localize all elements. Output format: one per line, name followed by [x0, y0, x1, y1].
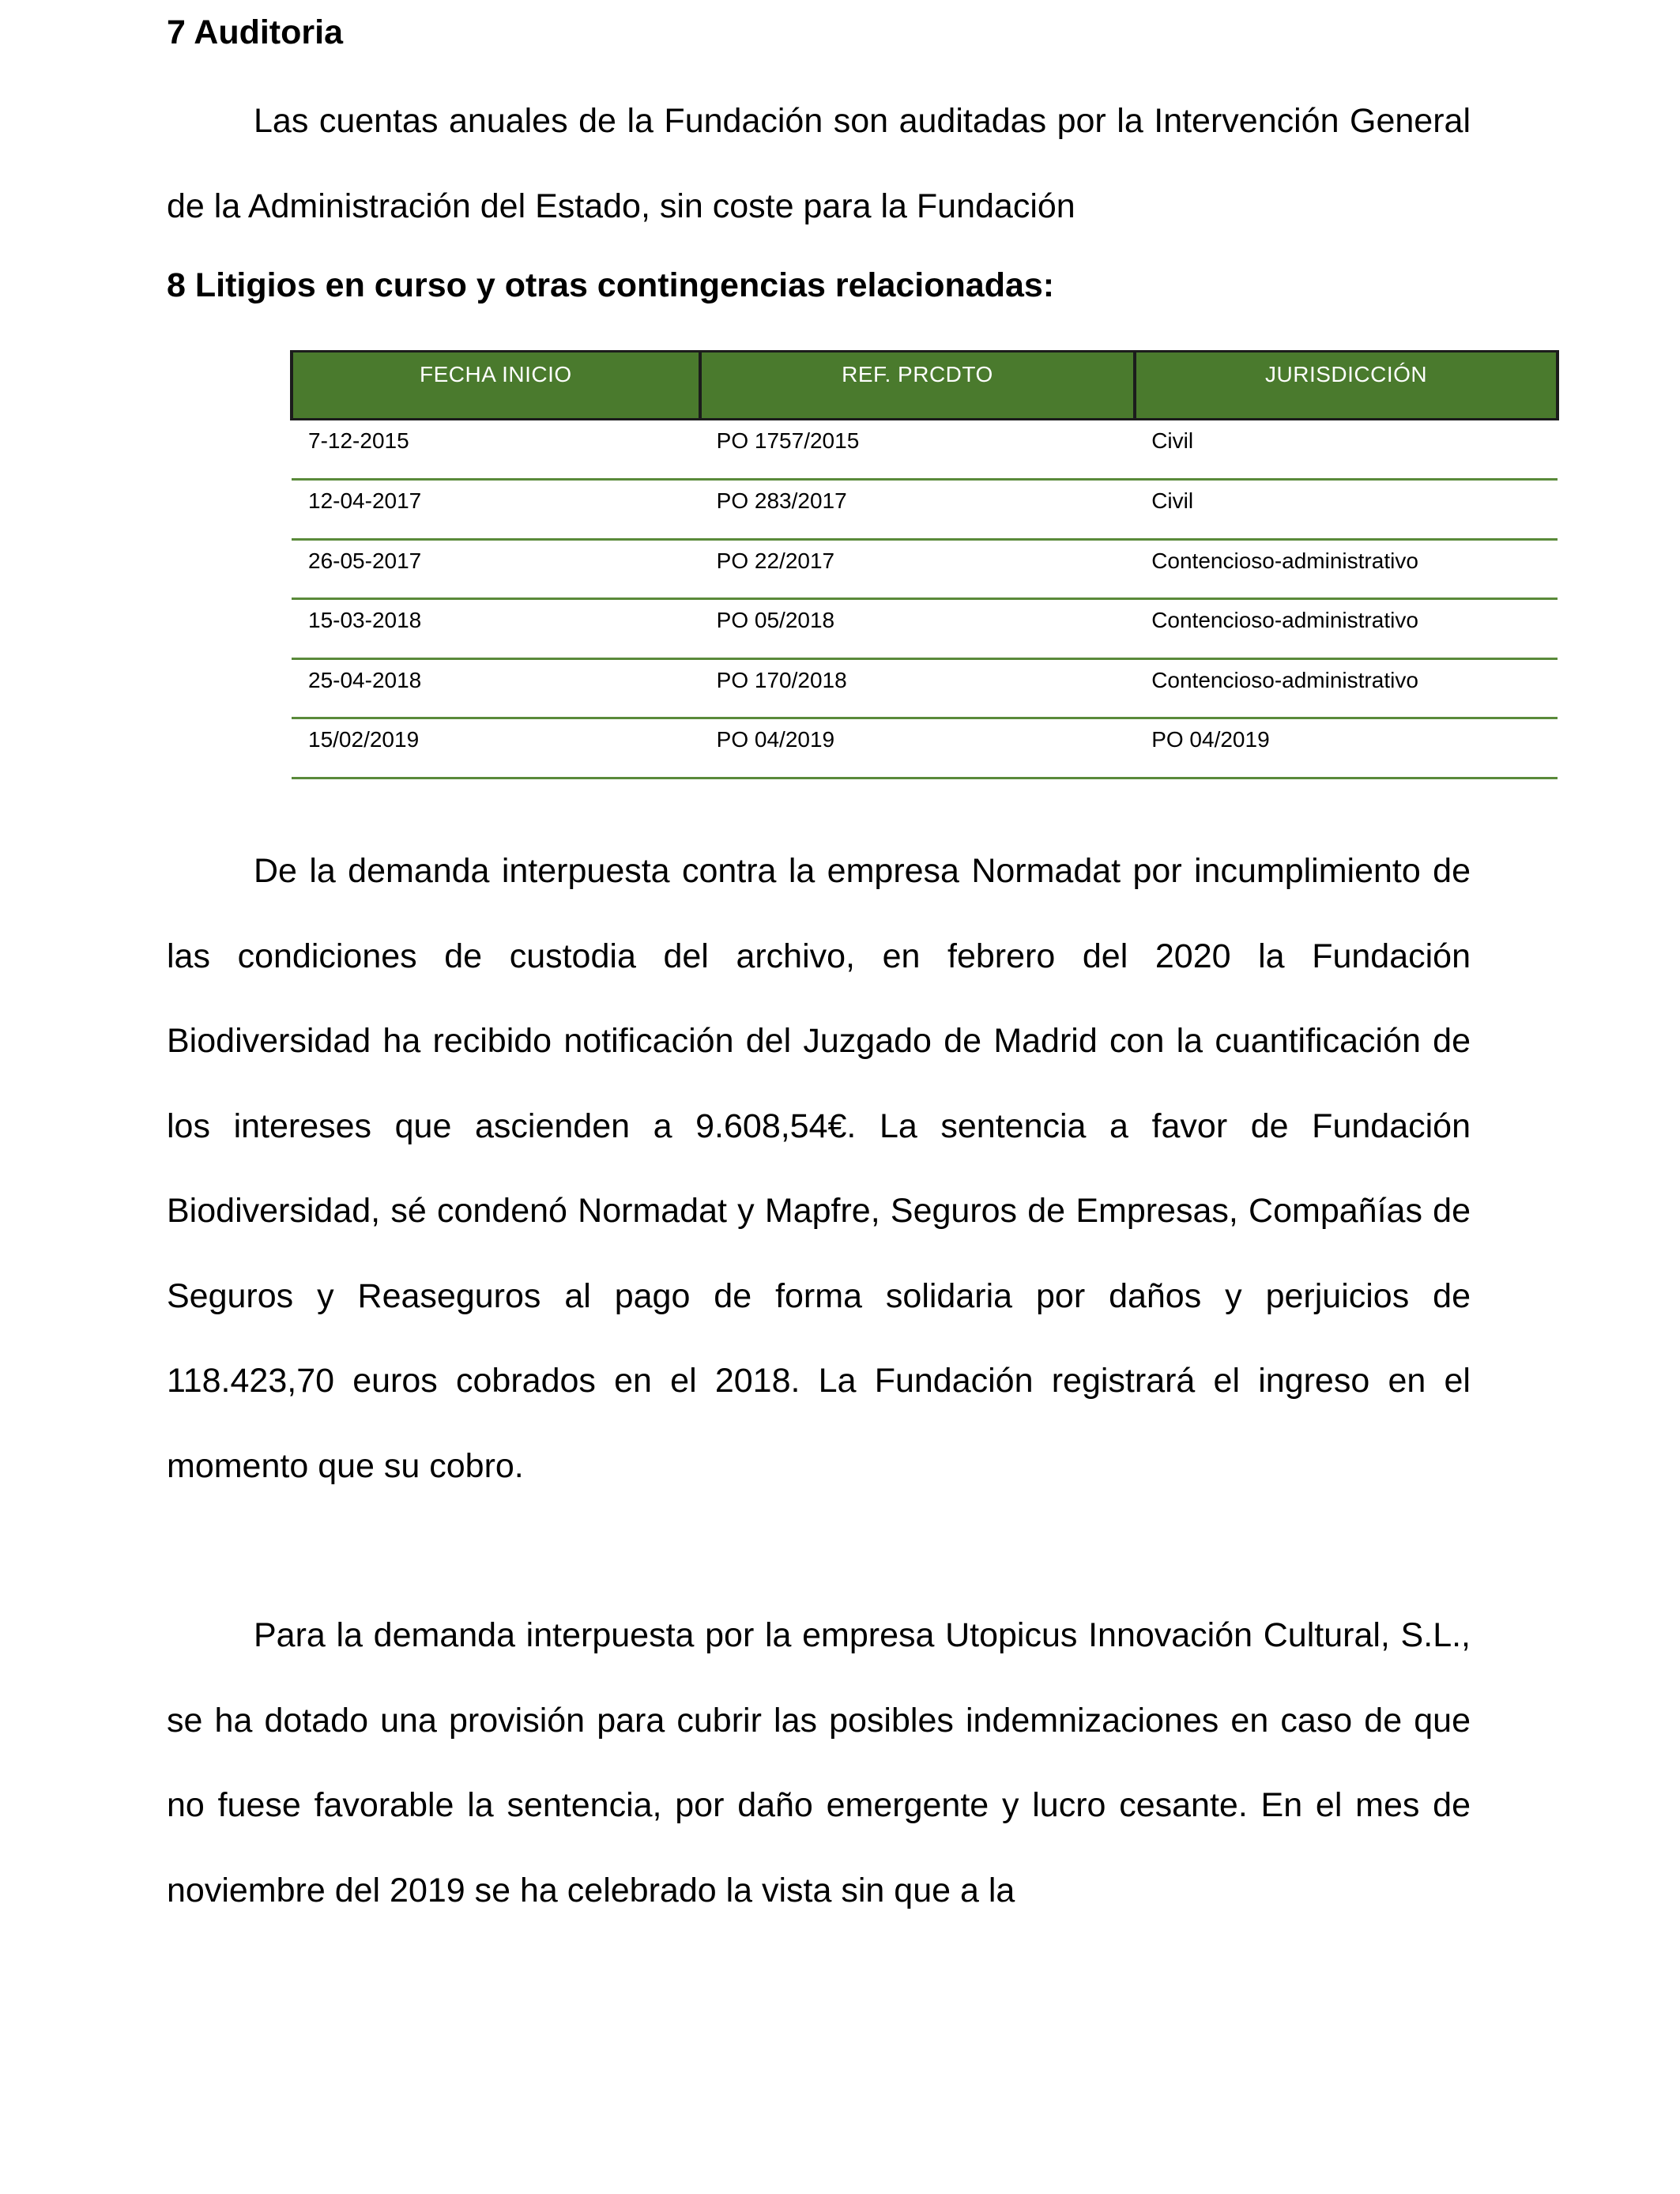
column-header-ref-prcdto: REF. PRCDTO [700, 352, 1136, 420]
cell-ref-prcdto: PO 1757/2015 [700, 420, 1136, 480]
litigios-table [290, 350, 1559, 779]
cell-fecha-inicio: 26-05-2017 [292, 539, 700, 599]
cell-ref-prcdto: PO 04/2019 [700, 718, 1136, 778]
column-header-jurisdiccion: JURISDICCIÓN [1135, 352, 1558, 420]
table-header-row [292, 352, 1558, 420]
table-row [292, 539, 1558, 599]
table-row [292, 599, 1558, 659]
cell-fecha-inicio: 25-04-2018 [292, 658, 700, 718]
table-row [292, 658, 1558, 718]
cell-ref-prcdto: PO 170/2018 [700, 658, 1136, 718]
table-row [292, 718, 1558, 778]
cell-ref-prcdto: PO 283/2017 [700, 480, 1136, 540]
cell-jurisdiccion: Civil [1135, 420, 1558, 480]
cell-jurisdiccion: PO 04/2019 [1135, 718, 1558, 778]
cell-ref-prcdto: PO 05/2018 [700, 599, 1136, 659]
paragraph-auditoria: Las cuentas anuales de la Fundación son auditadas por la Intervención General de la Administración del Estado, sin coste para la Fundación [167, 102, 1471, 225]
cell-fecha-inicio: 12-04-2017 [292, 480, 700, 540]
cell-jurisdiccion: Contencioso-administrativo [1135, 599, 1558, 659]
paragraph-demanda-normadat: De la demanda interpuesta contra la empresa Normadat por incumplimiento de las condiciones de custodia del archivo, en febrero del 2020 la Fundación Biodiversidad ha recibido notificación del Juzgado de Madrid con la cuantificación de los intereses que ascienden a 9.608,54€. La sentencia a favor de Fundación Biodiversidad, sé condenó Normadat y Mapfre, Seguros de Empresas, Compañías de Seguros y Reaseguros al pago de forma solidaria por daños y perjuicios de 118.423,70 euros cobrados en el 2018. La Fundación registrará el ingreso en el momento que su cobro. [167, 852, 1471, 1485]
cell-fecha-inicio: 15-03-2018 [292, 599, 700, 659]
paragraph-demanda-utopicus: Para la demanda interpuesta por la empresa Utopicus Innovación Cultural, S.L., se ha dotado una provisión para cubrir las posibles indemnizaciones en caso de que no fuese favorable la sentencia, por daño emergente y lucro cesante. En el mes de noviembre del 2019 se ha celebrado la vista sin que a la [167, 1616, 1471, 1909]
column-header-fecha-inicio: FECHA INICIO [292, 352, 700, 420]
cell-jurisdiccion: Contencioso-administrativo [1135, 658, 1558, 718]
cell-jurisdiccion: Civil [1135, 480, 1558, 540]
cell-fecha-inicio: 15/02/2019 [292, 718, 700, 778]
section-heading-litigios: 8 Litigios en curso y otras contingencias relacionadas: [167, 266, 1055, 304]
cell-jurisdiccion: Contencioso-administrativo [1135, 539, 1558, 599]
cell-ref-prcdto: PO 22/2017 [700, 539, 1136, 599]
table-row [292, 420, 1558, 480]
section-heading-auditoria: 7 Auditoria [167, 13, 343, 51]
table-row [292, 480, 1558, 540]
cell-fecha-inicio: 7-12-2015 [292, 420, 700, 480]
